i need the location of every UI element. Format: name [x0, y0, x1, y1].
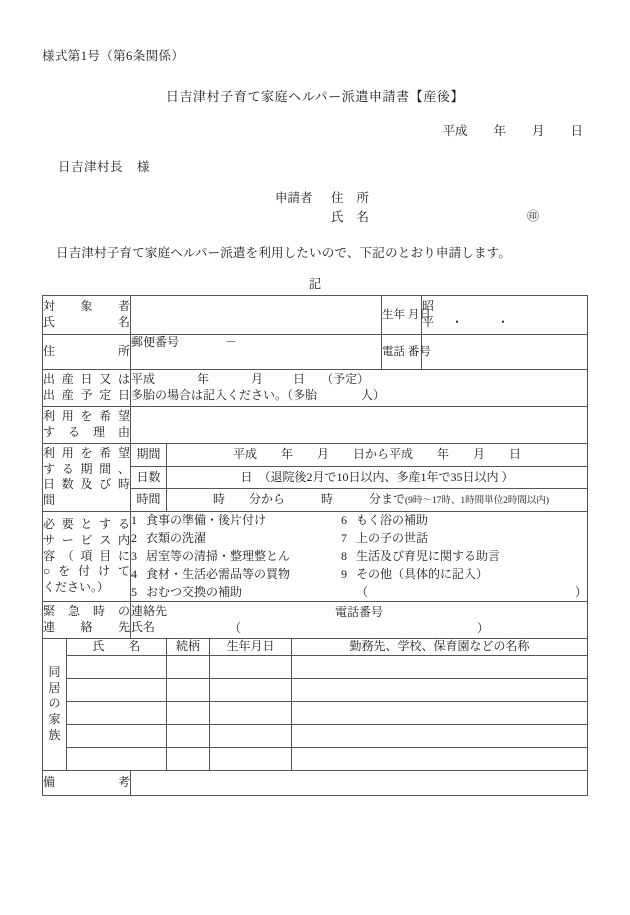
family-workplace-3[interactable]	[292, 701, 588, 724]
dob-era-heisei: 平	[422, 315, 435, 329]
services-label-line1: 必要とする	[43, 517, 130, 532]
service-item-3[interactable]	[131, 548, 341, 565]
emergency-tel-label: 電話番号	[334, 604, 383, 619]
service-item-7[interactable]	[341, 530, 587, 547]
document-title: 日吉津村子育て家庭ヘルパー派遣申請書【産後】	[165, 89, 465, 104]
family-dob-3[interactable]	[210, 701, 292, 724]
row-birth-date	[43, 370, 588, 407]
dob-value[interactable]	[422, 296, 588, 335]
services-label-line5: ください。）	[43, 579, 110, 594]
subject-name-value[interactable]	[131, 296, 382, 335]
subject-name-label	[43, 296, 131, 335]
remarks-label-text: 備考	[43, 774, 130, 789]
service-other-paren-open: （	[356, 584, 369, 599]
tel-label-line2: 番号	[407, 345, 431, 358]
time-note: (9時～17時、1時間単位2時間以内)	[405, 496, 550, 507]
family-side-label	[43, 638, 67, 770]
date-day-label: 日	[570, 124, 583, 138]
multiple-birth-note: 多胎の場合は記入ください。（多胎	[131, 388, 318, 402]
row-services	[43, 511, 588, 601]
birth-date-line2	[131, 388, 587, 404]
services-label-line3: 容（項目に	[43, 548, 130, 563]
tel-label-line1: 電話	[382, 345, 405, 358]
service-item-1[interactable]	[131, 512, 341, 529]
birth-date-label-line2: 出産予定日	[43, 388, 130, 402]
date-year-label: 年	[493, 124, 506, 138]
applicant-address-row	[275, 188, 369, 207]
emergency-paren-open: （	[229, 620, 242, 635]
family-row-5	[43, 747, 588, 770]
dob-label-line2: 月日	[407, 308, 431, 321]
birth-planned-suffix: （予定）	[321, 372, 370, 387]
birth-day: 日	[293, 372, 306, 387]
period-value: 平成 年 月 日から平成 年 月 日	[232, 447, 521, 461]
service-item-9[interactable]	[341, 566, 587, 583]
dob-dot-1: ・	[451, 315, 464, 329]
row-reason	[43, 407, 588, 444]
family-name-3[interactable]	[67, 701, 167, 724]
days-value-cell[interactable]	[167, 466, 588, 489]
emergency-paren-close: ）	[476, 620, 489, 635]
row-subject-name	[43, 296, 588, 335]
applicant-name-label: 氏名	[331, 210, 369, 224]
usage-label-line4: 間	[43, 492, 56, 507]
family-col-header-workplace: 勤務先、学校、保育園などの名称	[292, 638, 588, 655]
reason-label-line1: 利用を希望	[43, 409, 130, 424]
services-grid	[131, 512, 587, 601]
family-col-header-name: 氏 名	[67, 638, 167, 655]
subject-name-label-line2: 氏名	[43, 315, 130, 329]
service-num-1: 1	[131, 512, 137, 527]
usage-label-line1: 利用を希望	[43, 446, 130, 461]
service-item-6[interactable]	[341, 512, 587, 529]
family-workplace-2[interactable]	[292, 678, 588, 701]
service-num-9: 9	[341, 566, 347, 581]
time-value: 時 分から 時 分まで	[213, 492, 406, 507]
service-num-4: 4	[131, 566, 137, 581]
family-relation-1[interactable]	[167, 655, 210, 678]
family-side-char-4: 家	[48, 712, 61, 727]
family-side-char-5: 族	[48, 727, 61, 742]
addressee-honorific: 様	[137, 160, 151, 174]
family-relation-4[interactable]	[167, 724, 210, 747]
service-other-paren-close: ）	[574, 584, 587, 599]
time-value-cell[interactable]	[167, 489, 588, 512]
family-dob-5[interactable]	[210, 747, 292, 770]
remarks-label	[43, 770, 131, 795]
family-name-1[interactable]	[67, 655, 167, 678]
reason-label	[43, 407, 131, 444]
service-num-6: 6	[341, 512, 347, 527]
address-value[interactable]	[131, 335, 382, 370]
period-value-cell[interactable]	[167, 444, 588, 467]
ki-marker: 記	[308, 277, 322, 291]
services-label-line2: サービス内	[43, 532, 130, 547]
emergency-label	[43, 601, 131, 638]
date-month-label: 月	[531, 124, 545, 138]
emergency-contact-label-line1: 連絡先	[131, 604, 168, 619]
birth-date-label-line1: 出産日又は	[43, 372, 130, 387]
application-form-table	[42, 295, 588, 796]
address-label	[43, 335, 131, 370]
family-side-char-3: の	[48, 696, 61, 711]
days-sub-label: 日数	[131, 466, 167, 489]
family-workplace-1[interactable]	[292, 655, 588, 678]
service-item-4[interactable]	[131, 566, 341, 583]
time-sub-label: 時間	[131, 489, 167, 512]
service-num-7: 7	[341, 530, 347, 545]
service-item-5[interactable]	[131, 584, 341, 601]
tel-value[interactable]	[422, 335, 588, 370]
period-sub-label: 期間	[131, 444, 167, 467]
row-address	[43, 335, 588, 370]
usage-label	[43, 444, 131, 512]
postal-code-dash: －	[225, 335, 238, 349]
application-statement: 日吉津村子育て家庭ヘルパー派遣を利用したいので、下記のとおり申請します。	[56, 246, 512, 260]
service-text-4: 食材・生活必需品等の買物	[146, 566, 291, 581]
family-name-4[interactable]	[67, 724, 167, 747]
applicant-label: 申請者	[275, 191, 313, 205]
service-text-3: 居室等の清掃・整理整とん	[146, 548, 291, 563]
family-col-header-relation: 続柄	[167, 638, 210, 655]
address-label-text: 住所	[43, 344, 130, 359]
dob-era-heisei-row	[422, 315, 587, 331]
emergency-label-line1: 緊急時の	[43, 604, 130, 619]
family-row-4	[43, 724, 588, 747]
applicant-block	[275, 188, 540, 226]
subject-name-label-line1: 対象者	[43, 299, 130, 314]
addressee-name: 日吉津村長	[58, 160, 124, 174]
family-workplace-5[interactable]	[292, 747, 588, 770]
birth-era: 平成	[131, 372, 156, 387]
service-item-8[interactable]	[341, 548, 587, 565]
service-num-8: 8	[341, 548, 347, 563]
family-relation-3[interactable]	[167, 701, 210, 724]
dob-dot-2: ・	[497, 315, 510, 329]
postal-code-label: 郵便番号	[131, 335, 180, 349]
family-dob-2[interactable]	[210, 678, 292, 701]
service-num-3: 3	[131, 548, 137, 563]
service-other-input[interactable]	[341, 584, 587, 601]
dob-label	[382, 296, 431, 335]
family-row-2	[43, 678, 588, 701]
family-col-header-dob: 生年月日	[210, 638, 292, 655]
row-emergency-contact	[43, 601, 588, 638]
usage-label-line3: 日数及び時	[43, 477, 130, 492]
birth-year: 年	[197, 372, 210, 387]
service-text-8: 生活及び育児に関する助言	[356, 548, 501, 563]
row-family-header	[43, 638, 588, 655]
date-era-label: 平成	[442, 124, 468, 138]
days-value: 日 （退院後2月で10日以内、多産1年で35日以内 ）	[240, 469, 514, 484]
form-number: 様式第1号（第6条関係）	[42, 49, 185, 63]
family-side-char-1: 同	[48, 665, 61, 680]
reason-value[interactable]	[131, 407, 588, 444]
family-dob-1[interactable]	[210, 655, 292, 678]
services-list	[131, 511, 588, 601]
family-side-char-2: 居	[48, 680, 61, 695]
service-num-2: 2	[131, 530, 137, 545]
dob-label-line1: 生年	[382, 308, 405, 321]
birth-month: 月	[251, 372, 264, 387]
service-text-2: 衣類の洗濯	[146, 530, 207, 545]
service-text-1: 食事の準備・後片付け	[146, 512, 267, 527]
applicant-name-row	[275, 207, 369, 226]
remarks-value[interactable]	[131, 770, 588, 795]
multiple-birth-unit: 人）	[361, 388, 386, 402]
service-item-2[interactable]	[131, 530, 341, 547]
family-name-5[interactable]	[67, 747, 167, 770]
emergency-contact-label-line2: 氏名	[131, 619, 156, 634]
birth-date-line1	[131, 372, 587, 388]
family-name-2[interactable]	[67, 678, 167, 701]
time-value-wrap	[167, 489, 587, 511]
emergency-value[interactable]	[131, 601, 588, 638]
service-num-5: 5	[131, 584, 137, 599]
tel-label	[382, 335, 431, 370]
services-label	[43, 511, 131, 601]
family-relation-5[interactable]	[167, 747, 210, 770]
birth-date-label	[43, 370, 131, 407]
service-text-6: もく浴の補助	[356, 512, 429, 527]
family-row-1	[43, 655, 588, 678]
family-row-3	[43, 701, 588, 724]
reason-label-line2: する理由	[43, 425, 130, 439]
family-relation-2[interactable]	[167, 678, 210, 701]
applicant-address-label: 住所	[331, 191, 369, 205]
birth-date-value[interactable]	[131, 370, 588, 407]
submission-date-line	[0, 121, 588, 139]
usage-label-line2: する期間、	[43, 461, 130, 476]
addressee	[58, 157, 150, 175]
row-usage-period	[43, 444, 588, 467]
service-text-7: 上の子の世話	[356, 530, 429, 545]
services-label-line4: ○を付けて	[43, 564, 130, 579]
row-remarks	[43, 770, 588, 795]
dob-era-showa: 昭	[422, 299, 435, 314]
seal-icon: ㊞	[527, 209, 540, 223]
family-workplace-4[interactable]	[292, 724, 588, 747]
family-dob-4[interactable]	[210, 724, 292, 747]
emergency-label-line2: 連絡先	[43, 619, 130, 634]
service-text-9: その他（具体的に記入）	[356, 566, 489, 581]
service-text-5: おむつ交換の補助	[146, 584, 243, 599]
